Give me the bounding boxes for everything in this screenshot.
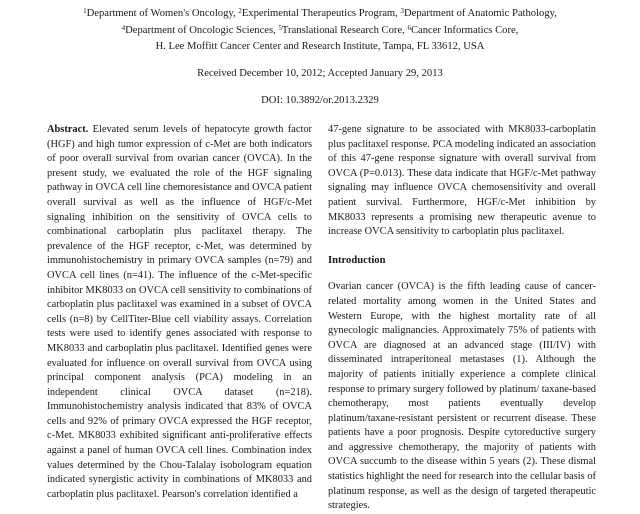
abstract-label: Abstract. bbox=[47, 124, 89, 135]
abstract-paragraph bbox=[47, 123, 312, 502]
affiliation-6: Cancer Informatics Core, bbox=[410, 25, 519, 36]
doi: DOI: 10.3892/or.2013.2329 bbox=[261, 95, 379, 106]
affiliation-5: Translational Research Core, bbox=[281, 25, 408, 36]
affil-mark-5: 5 bbox=[278, 24, 282, 32]
affiliation-4: Department of Oncologic Sciences, bbox=[125, 25, 279, 36]
received-date: Received December 10, 2012; Accepted January 29, 2013 bbox=[197, 68, 443, 79]
affil-mark-2: 2 bbox=[238, 7, 242, 15]
affiliation-line-2 bbox=[0, 24, 640, 37]
affiliation-1: Department of Women's Oncology, bbox=[86, 8, 239, 19]
affil-mark-6: 6 bbox=[407, 24, 411, 32]
abstract-continuation: 47-gene signature to be associated with MK8033-carboplatin plus paclitaxel response. PCA modeling indicated an association of this 47-gene response signature with overall survival from OVCA (P=0.013). These data indicate that HGF/c-Met pathway signaling may influence OVCA chemosensitivity and overall patient survival. Furthermore, HGF/c-Met inhibition by MK8033 represents a promising new therapeutic avenue to increase OVCA sensitivity to carboplatin plus paclitaxel. bbox=[328, 124, 596, 238]
affil-mark-1: 1 bbox=[83, 7, 87, 15]
right-column bbox=[328, 123, 596, 514]
abstract-text: Elevated serum levels of hepatocyte growth factor (HGF) and high tumor expression of c-Met are both indicators of poor overall survival from ovarian cancer (OVCA). In the present study, we evaluated the role of the HGF signaling pathway in OVCA cell line chemoresistance and OVCA patient overall survival as well as the influence of HGF/c-Met signaling inhibition on the sensitivity of OVCA cells to combinational carboplatin plus paclitaxel therapy. The prevalence of the HGF receptor, c-Met, was determined by immunohistochemistry in primary OVCA samples (n=79) and OVCA cell lines (n=41). The influence of the c-Met-specific inhibitor MK8033 on OVCA cell sensitivity to combinations of carboplatin plus paclitaxel was examined in a subset of OVCA cells (n=8) by CellTiter-Blue cell viability assays. Correlation tests were used to identify genes associated with response to MK8033 and carboplatin plus paclitaxel. Identified genes were evaluated for influence on overall survival from OVCA using principal component analysis (PCA) modeling in an independent clinical OVCA dataset (n=218). Immunohistochemistry analysis indicated that 83% of OVCA cells and 92% of primary OVCA expressed the HGF receptor, c-Met. MK8033 exhibited significant anti-proliferative effects against a panel of human OVCA cell lines. Combination index values determined by the Chou-Talalay isobologram equation indicated synergistic activity in combinations of MK8033 and carboplatin plus paclitaxel. Pearson's correlation identified a bbox=[47, 124, 312, 500]
affiliation-2: Experimental Therapeutics Program, bbox=[241, 8, 401, 19]
introduction-text: Ovarian cancer (OVCA) is the fifth leading cause of cancer-related mortality among women in the United States and Western Europe, with the highest mortality rate of all gynecologic malignancies. Approximately 75% of patients with OVCA are diagnosed at an advanced stage (III/IV) with disseminated intraperitoneal metastases (1). Although the majority of patients initially experience a complete clinical response to primary surgery followed by platinum/ taxane-based chemotherapy, most patients eventually develop platinum/taxane-resistant persistent or recurrent disease. These patients have a poor prognosis. Despite cytoreductive surgery and aggressive chemotherapy, the majority of patients with OVCA succumb to the disease within 5 years (2). These dismal statistics highlight the need for research into the cellular basis of platinum response, as well as the design of targeted therapeutic strategies. bbox=[328, 281, 596, 512]
affiliation-3: Department of Anatomic Pathology, bbox=[403, 8, 557, 19]
institution-line: H. Lee Moffitt Cancer Center and Research Institute, Tampa, FL 33612, USA bbox=[155, 41, 485, 52]
affiliation-line-1 bbox=[0, 7, 640, 20]
section-heading-introduction: Introduction bbox=[328, 254, 386, 266]
left-column bbox=[47, 123, 312, 502]
affil-mark-4: 4 bbox=[121, 24, 126, 32]
affil-mark-3: 3 bbox=[400, 7, 404, 15]
